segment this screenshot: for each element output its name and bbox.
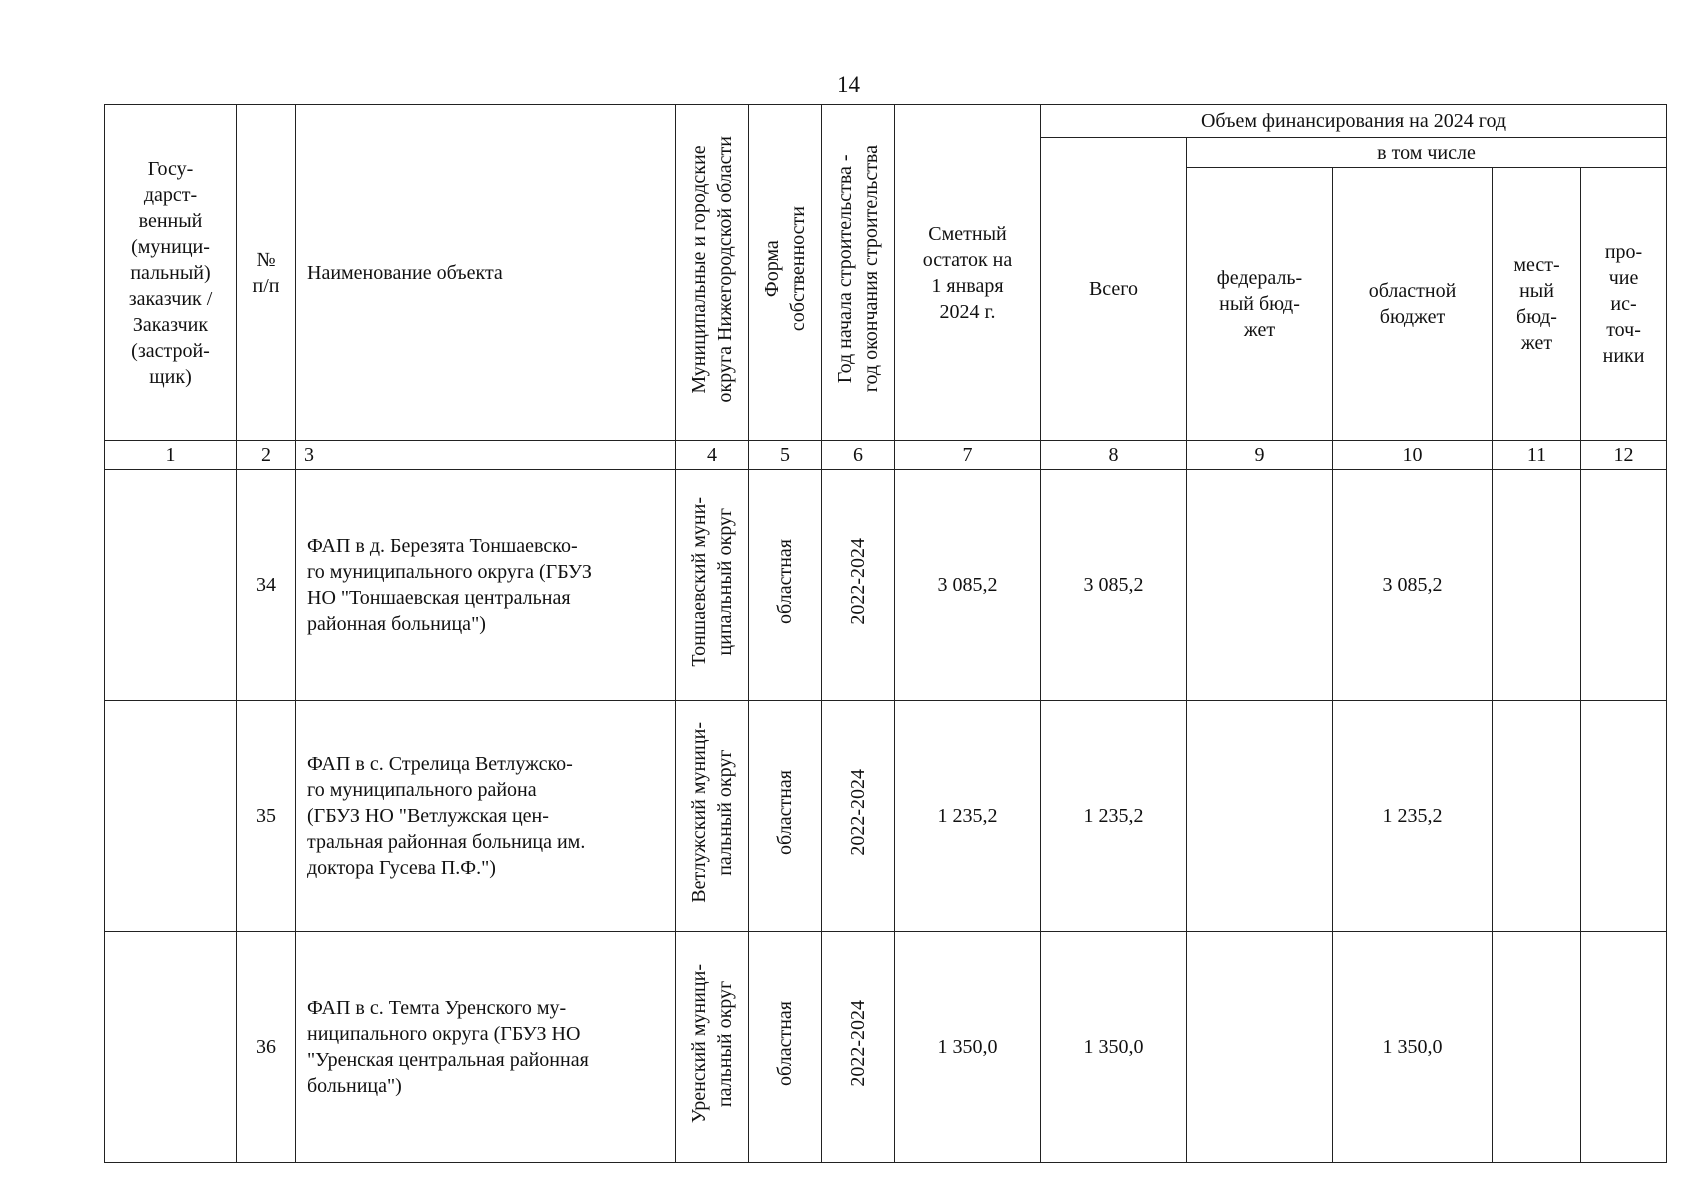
cell-number: 35 xyxy=(237,701,296,932)
header-years: Год начала строительства - год окончания строительства xyxy=(822,105,895,441)
cell-federal xyxy=(1187,470,1333,701)
cell-federal xyxy=(1187,932,1333,1163)
column-number: 3 xyxy=(296,441,676,470)
cell-regional: 3 085,2 xyxy=(1333,470,1493,701)
header-number: № п/п xyxy=(237,105,296,441)
cell-other xyxy=(1581,470,1667,701)
cell-regional: 1 350,0 xyxy=(1333,932,1493,1163)
cell-name: ФАП в с. Темта Уренского му- ниципального округа (ГБУЗ НО "Уренская центральная районная больница") xyxy=(296,932,676,1163)
header-other: про- чие ис- точ- ники xyxy=(1581,168,1667,441)
page-number: 14 xyxy=(837,72,860,97)
cell-customer xyxy=(105,470,237,701)
cell-regional: 1 235,2 xyxy=(1333,701,1493,932)
cell-municipality: Тоншаевский муни- ципальный округ xyxy=(676,470,749,701)
cell-years: 2022-2024 xyxy=(822,470,895,701)
header-row-group xyxy=(105,105,1667,138)
header-municipality: Муниципальные и городские округа Нижегородской области xyxy=(676,105,749,441)
header-balance: Сметный остаток на 1 января 2024 г. xyxy=(895,105,1041,441)
header-local: мест- ный бюд- жет xyxy=(1493,168,1581,441)
column-number: 10 xyxy=(1333,441,1493,470)
column-number: 2 xyxy=(237,441,296,470)
column-numbers-row xyxy=(105,441,1667,470)
cell-total: 1 235,2 xyxy=(1041,701,1187,932)
cell-local xyxy=(1493,701,1581,932)
cell-name: ФАП в с. Стрелица Ветлужско- го муниципального района (ГБУЗ НО "Ветлужская цен- тральная районная больница им. доктора Гусева П.Ф.") xyxy=(296,701,676,932)
cell-other xyxy=(1581,932,1667,1163)
cell-balance: 3 085,2 xyxy=(895,470,1041,701)
cell-customer xyxy=(105,932,237,1163)
header-funding-group: Объем финансирования на 2024 год xyxy=(1041,105,1667,138)
column-number: 1 xyxy=(105,441,237,470)
column-number: 6 xyxy=(822,441,895,470)
cell-other xyxy=(1581,701,1667,932)
header-including: в том числе xyxy=(1187,138,1667,168)
column-number: 12 xyxy=(1581,441,1667,470)
column-number: 11 xyxy=(1493,441,1581,470)
column-number: 8 xyxy=(1041,441,1187,470)
table-row xyxy=(105,470,1667,701)
header-name: Наименование объекта xyxy=(296,105,676,441)
header-ownership: Форма собственности xyxy=(749,105,822,441)
column-number: 7 xyxy=(895,441,1041,470)
cell-ownership: областная xyxy=(749,470,822,701)
financing-table xyxy=(104,104,1667,1163)
cell-customer xyxy=(105,701,237,932)
header-regional: областной бюджет xyxy=(1333,168,1493,441)
header-total: Всего xyxy=(1041,138,1187,441)
cell-ownership: областная xyxy=(749,701,822,932)
cell-number: 36 xyxy=(237,932,296,1163)
cell-years: 2022-2024 xyxy=(822,932,895,1163)
cell-federal xyxy=(1187,701,1333,932)
cell-name: ФАП в д. Березята Тоншаевско- го муниципального округа (ГБУЗ НО "Тоншаевская центральная районная больница") xyxy=(296,470,676,701)
column-number: 4 xyxy=(676,441,749,470)
cell-total: 1 350,0 xyxy=(1041,932,1187,1163)
cell-ownership: областная xyxy=(749,932,822,1163)
table-row xyxy=(105,701,1667,932)
cell-balance: 1 350,0 xyxy=(895,932,1041,1163)
column-number: 9 xyxy=(1187,441,1333,470)
header-federal: федераль- ный бюд- жет xyxy=(1187,168,1333,441)
cell-municipality: Уренский муници- пальный округ xyxy=(676,932,749,1163)
cell-total: 3 085,2 xyxy=(1041,470,1187,701)
table-row xyxy=(105,932,1667,1163)
column-number: 5 xyxy=(749,441,822,470)
cell-municipality: Ветлужский муници- пальный округ xyxy=(676,701,749,932)
cell-number: 34 xyxy=(237,470,296,701)
cell-local xyxy=(1493,932,1581,1163)
cell-balance: 1 235,2 xyxy=(895,701,1041,932)
cell-years: 2022-2024 xyxy=(822,701,895,932)
cell-local xyxy=(1493,470,1581,701)
header-customer: Госу- дарст- венный (муници- пальный) заказчик / Заказчик (застрой- щик) xyxy=(105,105,237,441)
